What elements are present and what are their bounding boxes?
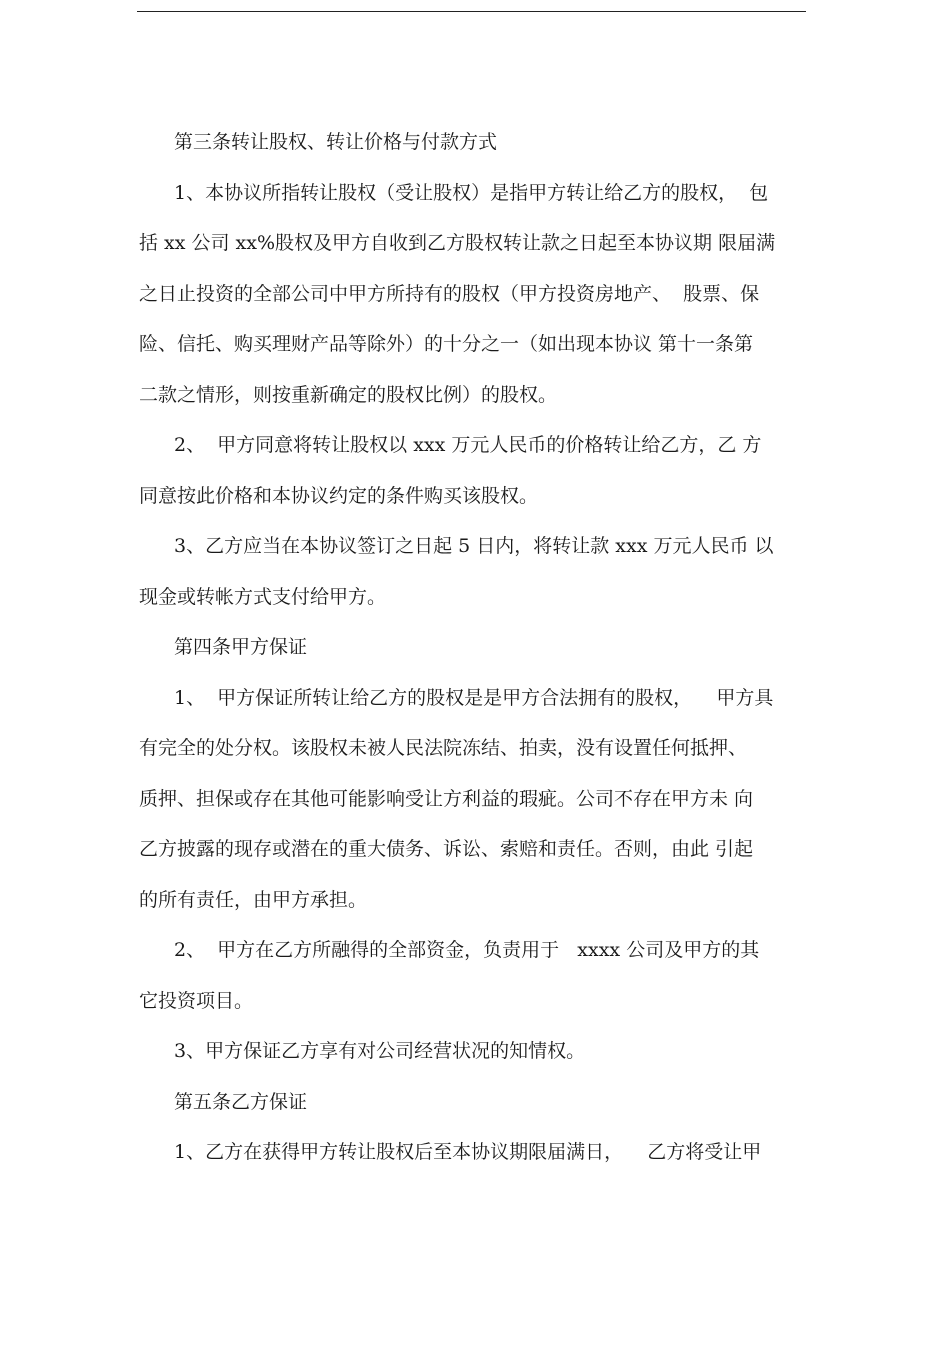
document-body	[139, 124, 799, 1185]
paragraph-line: 1、 甲方保证所转让给乙方的股权是是甲方合法拥有的股权， 甲方具	[174, 686, 774, 709]
paragraph-line: 3、甲方保证乙方享有对公司经营状况的知情权。	[174, 1040, 586, 1062]
paragraph-line: 的所有责任，由甲方承担。	[139, 888, 368, 911]
article-3-heading: 第三条转让股权、转让价格与付款方式	[174, 131, 498, 153]
paragraph-line: 括 xx 公司 xx%股权及甲方自收到乙方股权转让款之日起至本协议期 限届满	[139, 232, 776, 254]
paragraph-line: 3、乙方应当在本协议签订之日起 5 日内，将转让款 xxx 万元人民币 以	[174, 535, 774, 557]
paragraph-line: 险、信托、购买理财产品等除外）的十分之一（如出现本协议 第十一条第	[139, 333, 754, 355]
paragraph-line: 2、 甲方同意将转让股权以 xxx 万元人民币的价格转让给乙方，乙 方	[174, 434, 762, 456]
paragraph-line: 1、本协议所指转让股权（受让股权）是指甲方转让给乙方的股权， 包	[174, 181, 769, 204]
paragraph-line: 乙方披露的现存或潜在的重大债务、诉讼、索赔和责任。否则，由此 引起	[139, 838, 754, 860]
paragraph-line: 质押、担保或存在其他可能影响受让方利益的瑕疵。公司不存在甲方未 向	[139, 787, 754, 810]
paragraph-line: 现金或转帐方式支付给甲方。	[139, 585, 387, 608]
paragraph-line: 同意按此价格和本协议约定的条件购买该股权。	[139, 484, 539, 507]
paragraph-line: 它投资项目。	[139, 989, 254, 1012]
paragraph-line: 二款之情形，则按重新确定的股权比例）的股权。	[139, 383, 558, 406]
paragraph-line: 有完全的处分权。该股权未被人民法院冻结、拍卖，没有设置任何抵押、	[139, 737, 748, 759]
article-4-heading: 第四条甲方保证	[174, 636, 308, 658]
paragraph-line: 2、 甲方在乙方所融得的全部资金，负责用于 xxxx 公司及甲方的其	[174, 939, 760, 961]
header-rule	[137, 11, 806, 12]
article-5-heading: 第五条乙方保证	[174, 1090, 308, 1113]
paragraph-line: 之日止投资的全部公司中甲方所持有的股权（甲方投资房地产、 股票、保	[139, 282, 760, 305]
paragraph-line: 1、乙方在获得甲方转让股权后至本协议期限届满日， 乙方将受让甲	[174, 1141, 762, 1163]
